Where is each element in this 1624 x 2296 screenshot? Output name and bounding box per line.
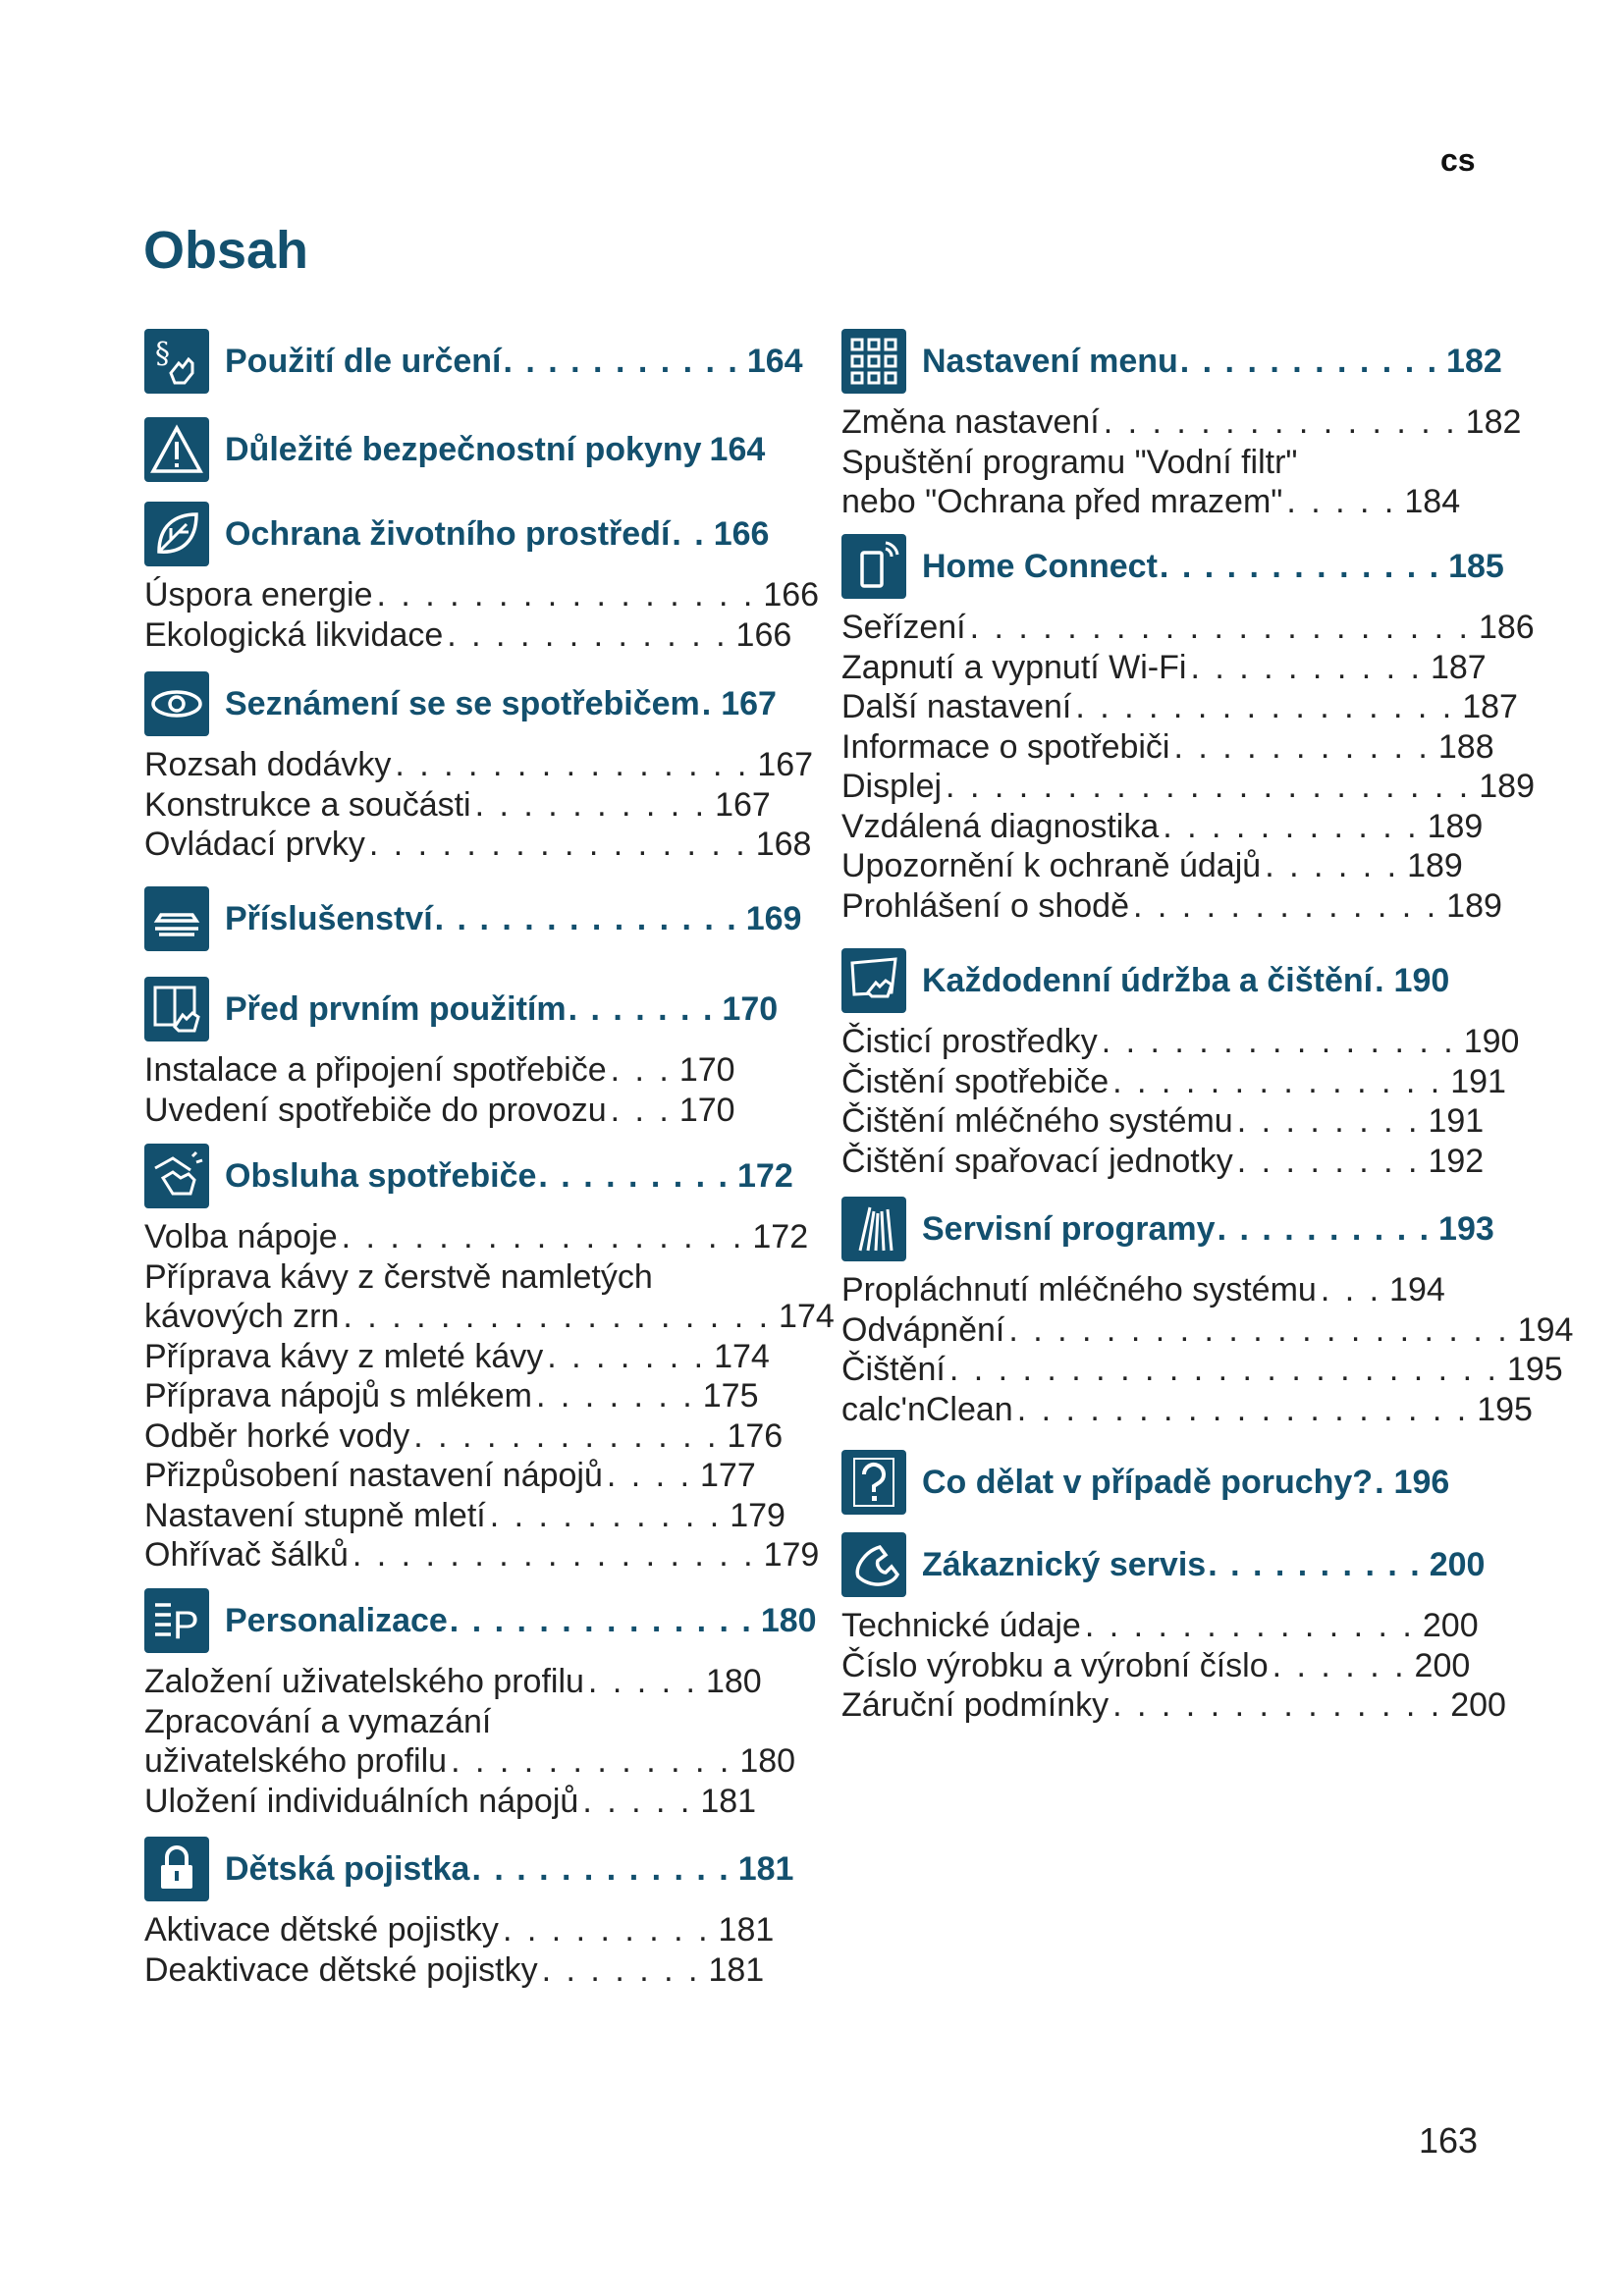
toc-entry[interactable]: [144, 1535, 819, 1575]
toc-entry[interactable]: [841, 1350, 1563, 1389]
dot-leader: . . . . . . . . . .: [1190, 648, 1423, 686]
section-title-text: Personalizace: [225, 1601, 448, 1639]
toc-entry[interactable]: [144, 575, 819, 614]
section-title-text: Obsluha spotřebiče: [225, 1156, 537, 1195]
section-title: [225, 990, 778, 1029]
toc-entry[interactable]: [144, 1257, 653, 1297]
toc-entry-page-number: 167: [715, 785, 771, 824]
section-page-number: 200: [1429, 1545, 1486, 1583]
section-page-number: 190: [1393, 961, 1450, 999]
toc-entry-text: Zpracování a vymazání: [144, 1702, 492, 1740]
toc-entry[interactable]: [841, 1390, 1533, 1429]
dot-leader: . . . . . . . . . . . . . . . . . . . . .: [1008, 1310, 1510, 1349]
toc-entry-text: Změna nastavení: [841, 403, 1100, 441]
toc-section-heading[interactable]: [144, 328, 803, 395]
toc-entry[interactable]: [144, 1782, 756, 1821]
toc-entry[interactable]: [841, 807, 1483, 846]
section-title: [922, 1464, 1449, 1502]
toc-entry-text: Čisticí prostředky: [841, 1023, 1098, 1060]
section-title-text: Co dělat v případě poruchy?: [922, 1463, 1374, 1501]
toc-entry[interactable]: [841, 402, 1521, 442]
dot-leader: . . . . . . . . . . . . . .: [434, 899, 738, 937]
toc-entry-text: Deaktivace dětské pojistky: [144, 1950, 538, 1989]
section-page-number: 180: [760, 1601, 817, 1639]
toc-entry-page-number: 168: [755, 826, 812, 863]
toc-entry-text: nebo "Ochrana před mrazem": [841, 483, 1283, 520]
toc-entry-page-number: 167: [757, 746, 814, 783]
toc-entry-text: Upozornění k ochraně údajů: [841, 847, 1262, 884]
dot-leader: . . . . . . . . . . .: [1173, 727, 1431, 766]
toc-entry[interactable]: [841, 1101, 1484, 1141]
menu-grid-icon: [841, 329, 906, 394]
toc-entry[interactable]: [144, 785, 771, 825]
toc-section-heading[interactable]: [841, 533, 1504, 600]
dot-leader: . . . . . . . . . . . . . . . . . . . . .: [969, 609, 1471, 646]
toc-entry-page-number: 191: [1428, 1102, 1485, 1140]
toc-entry[interactable]: [144, 1091, 735, 1130]
section-title-text: Před prvním použitím: [225, 989, 567, 1028]
toc-entry-page-number: 186: [1478, 609, 1535, 646]
toc-section-heading[interactable]: [841, 947, 1449, 1014]
toc-entry-text: Technické údaje: [841, 1607, 1081, 1644]
toc-entry-page-number: 182: [1465, 403, 1522, 441]
cleaning-hand-icon: [841, 948, 906, 1013]
section-title: [225, 1157, 793, 1196]
toc-entry-text: Aktivace dětské pojistky: [144, 1911, 499, 1949]
toc-entry[interactable]: [841, 482, 1460, 521]
dot-leader: . . . . . . . . . . . . . . .: [1103, 403, 1458, 441]
section-title: [225, 900, 801, 938]
toc-entry-text: Příprava kávy z mleté kávy: [144, 1337, 544, 1375]
dot-leader: . . . . .: [1286, 483, 1397, 520]
toc-section-heading[interactable]: [144, 501, 769, 567]
toc-entry-text: Úspora energie: [144, 576, 373, 614]
toc-section-heading[interactable]: [144, 1143, 793, 1209]
dot-leader: . . . . . . . . . . . . . .: [1112, 1062, 1443, 1100]
dot-leader: . . . .: [606, 1457, 693, 1494]
toc-entry[interactable]: [144, 1496, 785, 1535]
section-title-text: Servisní programy: [922, 1209, 1216, 1248]
toc-entry-text: Propláchnutí mléčného systému: [841, 1271, 1317, 1308]
toc-entry-text: uživatelského profilu: [144, 1742, 448, 1780]
toc-entry-text: Instalace a připojení spotřebiče: [144, 1051, 607, 1089]
toc-entry[interactable]: [144, 825, 811, 864]
section-title: [922, 343, 1502, 381]
toc-entry[interactable]: [841, 1310, 1573, 1350]
toc-entry[interactable]: [144, 745, 813, 784]
dot-leader: . . . . .: [582, 1782, 693, 1820]
lock-icon: [144, 1837, 209, 1901]
toc-section-heading[interactable]: [841, 328, 1502, 395]
page-number: 163: [1419, 2120, 1479, 2161]
toc-entry[interactable]: [144, 1337, 770, 1376]
toc-entry-text: Nastavení stupně mletí: [144, 1496, 486, 1534]
toc-entry-page-number: 180: [705, 1663, 762, 1700]
service-program-icon: [841, 1197, 906, 1261]
toc-entry-text: Ohřívač šálků: [144, 1536, 349, 1574]
section-page-number: 172: [737, 1156, 793, 1195]
toc-entry-page-number: 200: [1422, 1607, 1479, 1644]
toc-entry-text: Příprava nápojů s mlékem: [144, 1377, 532, 1415]
dot-leader: . . . . . . . .: [1236, 1102, 1421, 1140]
section-title-text: Důležité bezpečnostní pokyny: [225, 430, 702, 468]
toc-entry-page-number: 181: [700, 1782, 757, 1820]
toc-entry-page-number: 189: [1427, 807, 1484, 845]
toc-entry-text: calc'nClean: [841, 1390, 1013, 1428]
dot-leader: . . . . . . . . . . . . .: [413, 1416, 720, 1455]
toc-entry-page-number: 177: [700, 1457, 756, 1494]
toc-entry-page-number: 172: [752, 1218, 809, 1255]
toc-entry[interactable]: [144, 1376, 759, 1415]
toc-entry-text: Odběr horké vody: [144, 1416, 410, 1455]
toc-entry-text: Další nastavení: [841, 688, 1072, 725]
personalization-icon: [144, 1588, 209, 1653]
smartphone-icon: [841, 534, 906, 599]
toc-entry-text: Seřízení: [841, 609, 966, 646]
toc-entry-page-number: 189: [1446, 886, 1502, 925]
question-mark-icon: [841, 1450, 906, 1515]
toc-entry[interactable]: [144, 615, 791, 655]
section-title-text: Zákaznický servis: [922, 1545, 1207, 1583]
dot-leader: . . . . .: [587, 1663, 698, 1700]
toc-entry[interactable]: [144, 1416, 783, 1456]
toc-entry-text: Vzdálená diagnostika: [841, 807, 1160, 845]
section-title-text: Každodenní údržba a čištění: [922, 961, 1374, 999]
toc-entry[interactable]: [144, 1217, 808, 1256]
dot-leader: . . .: [1320, 1271, 1382, 1308]
toc-entry-page-number: 166: [735, 615, 792, 654]
toc-entry-text: Čištění: [841, 1351, 946, 1388]
toc-entry[interactable]: [144, 1662, 762, 1701]
dot-leader: . . . . . .: [1265, 847, 1400, 884]
dot-leader: . . . . . . . . . . . . . . . . . . . . . . .: [948, 1351, 1499, 1388]
dot-leader: . . . . . . .: [535, 1377, 695, 1415]
accessories-icon: [144, 886, 209, 951]
section-page-number: 170: [722, 989, 779, 1028]
toc-entry-page-number: 166: [763, 576, 820, 614]
toc-entry-text: Čistění spotřebiče: [841, 1062, 1110, 1100]
toc-entry[interactable]: [841, 648, 1487, 687]
toc-entry-text: Uložení individuálních nápojů: [144, 1782, 579, 1820]
toc-entry-text: Informace o spotřebiči: [841, 727, 1170, 766]
toc-entry[interactable]: [841, 886, 1502, 926]
toc-section-heading[interactable]: [144, 416, 765, 483]
dot-leader: . . . . . . . . . . . . . .: [1112, 1686, 1443, 1724]
toc-entry-text: Konstrukce a součásti: [144, 785, 471, 824]
dot-leader: . .: [672, 514, 706, 553]
toc-entry-text: Číslo výrobku a výrobní číslo: [841, 1646, 1269, 1684]
toc-entry-text: Rozsah dodávky: [144, 746, 392, 783]
toc-entry-text: Příprava kávy z čerstvě namletých: [144, 1257, 653, 1296]
section-title-text: Dětská pojistka: [225, 1849, 470, 1888]
toc-entry[interactable]: [144, 1702, 491, 1741]
section-page-number: 193: [1438, 1209, 1494, 1248]
dot-leader: . . .: [610, 1051, 672, 1089]
toc-entry-page-number: 174: [714, 1337, 770, 1375]
toc-entry[interactable]: [841, 767, 1535, 806]
toc-entry-page-number: 175: [702, 1377, 759, 1415]
toc-entry-page-number: 200: [1450, 1686, 1506, 1724]
toc-entry-text: Založení uživatelského profilu: [144, 1663, 584, 1700]
section-title-text: Příslušenství: [225, 899, 433, 937]
dot-leader: . . . . . . . . . . . .: [451, 1742, 732, 1780]
toc-entry-page-number: 184: [1404, 483, 1461, 520]
toc-entry[interactable]: [144, 1456, 756, 1495]
toc-entry-text: kávových zrn: [144, 1298, 340, 1335]
toc-entry[interactable]: [144, 1741, 795, 1781]
dot-leader: .: [701, 684, 714, 722]
section-page-number: 166: [713, 514, 770, 553]
toc-entry[interactable]: [841, 1022, 1519, 1061]
toc-entry[interactable]: [841, 1062, 1506, 1101]
toc-entry-page-number: 195: [1506, 1351, 1563, 1388]
toc-entry-text: Čištění spařovací jednotky: [841, 1142, 1233, 1180]
toc-section-heading[interactable]: [841, 1531, 1485, 1598]
toc-entry[interactable]: [144, 1050, 735, 1090]
toc-entry-text: Ovládací prvky: [144, 826, 365, 863]
toc-entry-page-number: 188: [1437, 727, 1494, 766]
toc-entry-text: Prohlášení o shodě: [841, 886, 1129, 925]
dot-leader: . . . . . . . . . . . . . . . .: [1075, 688, 1455, 725]
toc-entry[interactable]: [841, 1685, 1506, 1725]
dot-leader: . . . . . . . . . . . . . .: [1084, 1607, 1415, 1644]
toc-entry-text: Přizpůsobení nastavení nápojů: [144, 1457, 603, 1494]
warning-triangle-icon: [144, 417, 209, 482]
page-title: Obsah: [143, 221, 309, 280]
section-title-text: Home Connect: [922, 547, 1158, 585]
dot-leader: . . . . . . . . . . . .: [1179, 342, 1439, 380]
toc-entry-text: Odvápnění: [841, 1310, 1005, 1349]
toc-entry-text: Zapnutí a vypnutí Wi-Fi: [841, 648, 1187, 686]
hand-operation-icon: [144, 1144, 209, 1208]
svg-text:P: P: [173, 1604, 199, 1647]
dot-leader: . . . . . . . . . . . . . . . .: [376, 576, 756, 614]
section-title: [922, 962, 1449, 1000]
section-title: [225, 431, 765, 469]
dot-leader: . . . . . . . . . . . . . . .: [1101, 1023, 1456, 1060]
toc-entry-page-number: 181: [718, 1911, 775, 1949]
section-title: [922, 1546, 1485, 1584]
dot-leader: .: [1375, 961, 1386, 999]
dot-leader: . . . . . . .: [541, 1950, 701, 1989]
manual-hand-icon: [144, 977, 209, 1041]
section-page-number: 196: [1393, 1463, 1450, 1501]
toc-entry[interactable]: [144, 1910, 774, 1949]
eye-icon: [144, 671, 209, 736]
toc-entry-page-number: 189: [1407, 847, 1463, 884]
toc-entry-page-number: 192: [1428, 1142, 1485, 1180]
dot-leader: . . . . . . . . . . . . . . .: [395, 746, 750, 783]
section-page-number: 182: [1446, 342, 1502, 380]
toc-entry-text: Záruční podmínky: [841, 1686, 1110, 1724]
svg-text:§: §: [155, 337, 170, 371]
dot-leader: . . . . . . . . .: [502, 1911, 711, 1949]
dot-leader: . . . . . . .: [568, 989, 715, 1028]
toc-section-heading[interactable]: [841, 1449, 1449, 1516]
dot-leader: . . . . . . . . . . . . .: [1132, 886, 1439, 925]
toc-entry-page-number: 179: [730, 1496, 785, 1534]
toc-entry-page-number: 170: [678, 1051, 735, 1089]
dot-leader: . . . . . . . . . . . . . .: [449, 1601, 753, 1639]
section-title: [225, 1602, 817, 1640]
toc-section-heading[interactable]: [144, 1587, 817, 1654]
dot-leader: . . . . . . . . . .: [474, 785, 708, 824]
dot-leader: . . . . . . . . . . .: [503, 342, 739, 380]
toc-entry-page-number: 180: [739, 1742, 796, 1780]
dot-leader: . . . . . . . .: [1236, 1142, 1421, 1180]
dot-leader: . . . . . . .: [547, 1337, 707, 1375]
toc-entry[interactable]: [841, 1142, 1484, 1181]
section-title: [225, 343, 803, 381]
phone-icon: [841, 1532, 906, 1597]
section-title-text: Ochrana životního prostředí: [225, 514, 671, 553]
toc-section-heading[interactable]: [144, 1836, 793, 1902]
section-title-text: Použití dle určení: [225, 342, 502, 380]
dot-leader: . . . . . . . . . . . .: [447, 615, 729, 654]
dot-leader: . . . . . . . . . . . . . . . .: [368, 826, 748, 863]
toc-entry-page-number: 187: [1430, 648, 1487, 686]
dot-leader: . . . . . . . . . . . . . . . . . .: [343, 1298, 772, 1335]
toc-section-heading[interactable]: [841, 1196, 1494, 1262]
dot-leader: . . . . . . . . . . . . . . . . . . . . . .: [946, 768, 1472, 805]
toc-entry-page-number: 187: [1462, 688, 1518, 725]
section-title: [225, 1850, 793, 1889]
dot-leader: .: [1375, 1463, 1386, 1501]
toc-entry-text: Spuštění programu "Vodní filtr": [841, 443, 1298, 481]
toc-entry[interactable]: [841, 608, 1535, 647]
dot-leader: . . . . . . . . . . . . . . . . . . .: [1016, 1390, 1470, 1428]
toc-entry-text: Displej: [841, 768, 943, 805]
section-title: [225, 515, 769, 554]
section-title-text: Seznámení se se spotřebičem: [225, 684, 700, 722]
section-title: [922, 548, 1504, 586]
section-page-number: 167: [721, 684, 777, 722]
toc-entry-page-number: 191: [1450, 1062, 1506, 1100]
dot-leader: . . . . . . . . . . . . . . . . .: [352, 1536, 756, 1574]
dot-leader: . . . . . . . . . .: [489, 1496, 723, 1534]
dot-leader: . . . . . . . . .: [538, 1156, 730, 1195]
toc-section-heading[interactable]: [144, 976, 778, 1042]
hand-paragraph-icon: [144, 329, 209, 394]
dot-leader: . . . . . . . . . . . . .: [1159, 547, 1441, 585]
toc-entry-text: Uvedení spotřebiče do provozu: [144, 1091, 607, 1129]
toc-entry[interactable]: [841, 727, 1494, 767]
toc-entry-page-number: 179: [763, 1536, 820, 1574]
toc-entry[interactable]: [841, 1606, 1479, 1645]
toc-entry-page-number: 190: [1463, 1023, 1520, 1060]
toc-entry[interactable]: [841, 846, 1463, 885]
toc-entry[interactable]: [841, 1270, 1445, 1309]
toc-entry-text: Ekologická likvidace: [144, 615, 444, 654]
toc-entry-text: Volba nápoje: [144, 1218, 338, 1255]
toc-entry-page-number: 189: [1479, 768, 1535, 805]
section-title: [922, 1210, 1494, 1249]
toc-entry-page-number: 200: [1414, 1646, 1471, 1684]
toc-entry-page-number: 195: [1477, 1390, 1533, 1428]
dot-leader: . . . . . . . . . . .: [1163, 807, 1420, 845]
dot-leader: . . . . . . . . . .: [1217, 1209, 1432, 1248]
section-page-number: 181: [737, 1849, 794, 1888]
toc-entry-page-number: 194: [1389, 1271, 1445, 1308]
toc-entry[interactable]: [144, 1297, 835, 1336]
toc-entry-page-number: 176: [727, 1416, 784, 1455]
dot-leader: . . . . . . . . . . . . . . . . .: [341, 1218, 745, 1255]
toc-section-heading[interactable]: [144, 670, 777, 737]
section-title-text: Nastavení menu: [922, 342, 1178, 380]
section-page-number: 185: [1448, 547, 1504, 585]
toc-entry[interactable]: [144, 1950, 764, 1990]
toc-entry-text: Čištění mléčného systému: [841, 1102, 1233, 1140]
toc-section-heading[interactable]: [144, 885, 801, 952]
section-title: [225, 685, 777, 723]
leaf-icon: [144, 502, 209, 566]
section-page-number: 164: [746, 342, 803, 380]
toc-entry[interactable]: [841, 687, 1518, 726]
section-page-number: 164: [709, 430, 766, 468]
toc-entry-page-number: 174: [779, 1298, 835, 1335]
section-page-number: 169: [745, 899, 802, 937]
toc-entry[interactable]: [841, 443, 1298, 482]
toc-entry-page-number: 194: [1517, 1310, 1574, 1349]
toc-entry[interactable]: [841, 1646, 1470, 1685]
dot-leader: . . .: [610, 1091, 672, 1129]
toc-entry-page-number: 170: [678, 1091, 735, 1129]
dot-leader: . . . . . . . . . .: [1208, 1545, 1422, 1583]
toc-entry-page-number: 181: [708, 1950, 765, 1989]
language-code: cs: [1440, 142, 1476, 178]
dot-leader: . . . . . .: [1272, 1646, 1407, 1684]
dot-leader: . . . . . . . . . . . .: [471, 1849, 731, 1888]
